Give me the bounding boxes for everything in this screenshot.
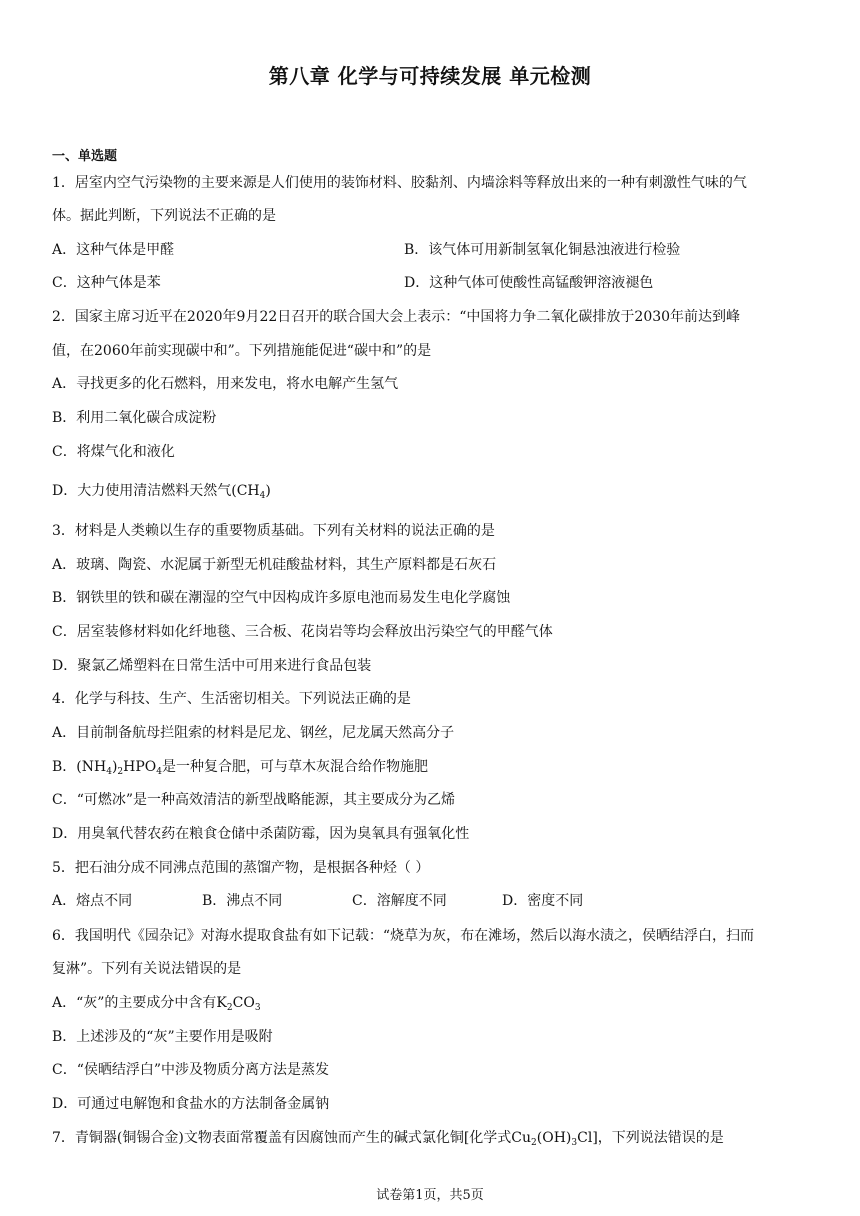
- section-heading: 一、单选题: [52, 149, 118, 164]
- q2-option-c: C．将煤气化和液化: [52, 444, 175, 460]
- q1-options-row1: [52, 240, 808, 260]
- q2-option-a: A．寻找更多的化石燃料，用来发电，将水电解产生氢气: [52, 376, 399, 392]
- q3-option-c: C．居室装修材料如化纤地毯、三合板、花岗岩等均会释放出污染空气的甲醛气体: [52, 624, 553, 640]
- q4-option-a: A．目前制备航母拦阻索的材料是尼龙、钢丝，尼龙属天然高分子: [52, 725, 455, 741]
- q7-stem: 7．青铜器(铜锡合金)文物表面常覆盖有因腐蚀而产生的碱式氯化铜[化学式$Cu_2(OH)_3Cl$]，下列说法错误的是: [52, 1130, 724, 1148]
- page-footer: 试卷第1页，共5页: [376, 1188, 484, 1203]
- q6-option-a: A．“灰”的主要成分中含有$K_2CO_3$: [52, 995, 261, 1013]
- q5-stem: 5．把石油分成不同沸点范围的蒸馏产物，是根据各种烃（ ）: [52, 860, 430, 876]
- q6-option-d: D．可通过电解饱和食盐水的方法制备金属钠: [52, 1096, 330, 1112]
- q1-stem-line2: 体。据此判断，下列说法不正确的是: [52, 208, 276, 224]
- q3-option-a: A．玻璃、陶瓷、水泥属于新型无机硅酸盐材料，其生产原料都是石灰石: [52, 557, 497, 573]
- q2-option-d: D．大力使用清洁燃料天然气$(CH_4)$: [52, 483, 271, 501]
- q4-stem: 4．化学与科技、生产、生活密切相关。下列说法正确的是: [52, 691, 411, 707]
- q6-option-b: B．上述涉及的“灰”主要作用是吸附: [52, 1029, 273, 1045]
- q4-option-c: C．“可燃冰”是一种高效清洁的新型战略能源，其主要成分为乙烯: [52, 792, 456, 808]
- q5-option-d: D．密度不同: [502, 893, 584, 909]
- q3-option-d: D．聚氯乙烯塑料在日常生活中可用来进行食品包装: [52, 658, 372, 674]
- q3-stem: 3．材料是人类赖以生存的重要物质基础。下列有关材料的说法正确的是: [52, 523, 495, 539]
- q3-option-b: B．钢铁里的铁和碳在潮湿的空气中因构成许多原电池而易发生电化学腐蚀: [52, 590, 511, 606]
- q1-stem-line1: 1．居室内空气污染物的主要来源是人们使用的装饰材料、胶黏剂、内墙涂料等释放出来的一种有刺激性气味的气: [52, 175, 747, 191]
- q5-option-a: A．熔点不同: [52, 893, 133, 909]
- q6-stem-line1: 6．我国明代《园杂记》对海水提取食盐有如下记载：“烧草为灰，布在滩场，然后以海水渍之，侯晒结浮白，扫而: [52, 928, 755, 944]
- q5-option-b: B．沸点不同: [202, 893, 283, 909]
- q4-option-d: D．用臭氧代替农药在粮食仓储中杀菌防霉，因为臭氧具有强氧化性: [52, 826, 470, 842]
- q4-option-b: B．$(NH_4)_2HPO_4$是一种复合肥，可与草木灰混合给作物施肥: [52, 759, 428, 777]
- q2-stem-line1: 2．国家主席习近平在2020年9月22日召开的联合国大会上表示：“中国将力争二氧化碳排放于2030年前达到峰: [52, 309, 741, 325]
- q5-option-c: C．溶解度不同: [352, 893, 447, 909]
- q2-option-b: B．利用二氧化碳合成淀粉: [52, 410, 217, 426]
- q6-stem-line2: 复淋”。下列有关说法错误的是: [52, 961, 242, 977]
- page-title: 第八章 化学与可持续发展 单元检测: [268, 64, 592, 88]
- q1-option-c: C．这种气体是苯: [52, 275, 161, 291]
- q2-stem-line2: 值，在2060年前实现碳中和”。下列措施能促进“碳中和”的是: [52, 343, 432, 359]
- q1-options-row2: [52, 273, 808, 293]
- q1-option-a: A．这种气体是甲醛: [52, 242, 175, 258]
- q1-option-b: B．该气体可用新制氢氧化铜悬浊液进行检验: [404, 242, 681, 258]
- q1-option-d: D．这种气体可使酸性高锰酸钾溶液褪色: [404, 275, 654, 291]
- q6-option-c: C．“侯晒结浮白”中涉及物质分离方法是蒸发: [52, 1062, 330, 1078]
